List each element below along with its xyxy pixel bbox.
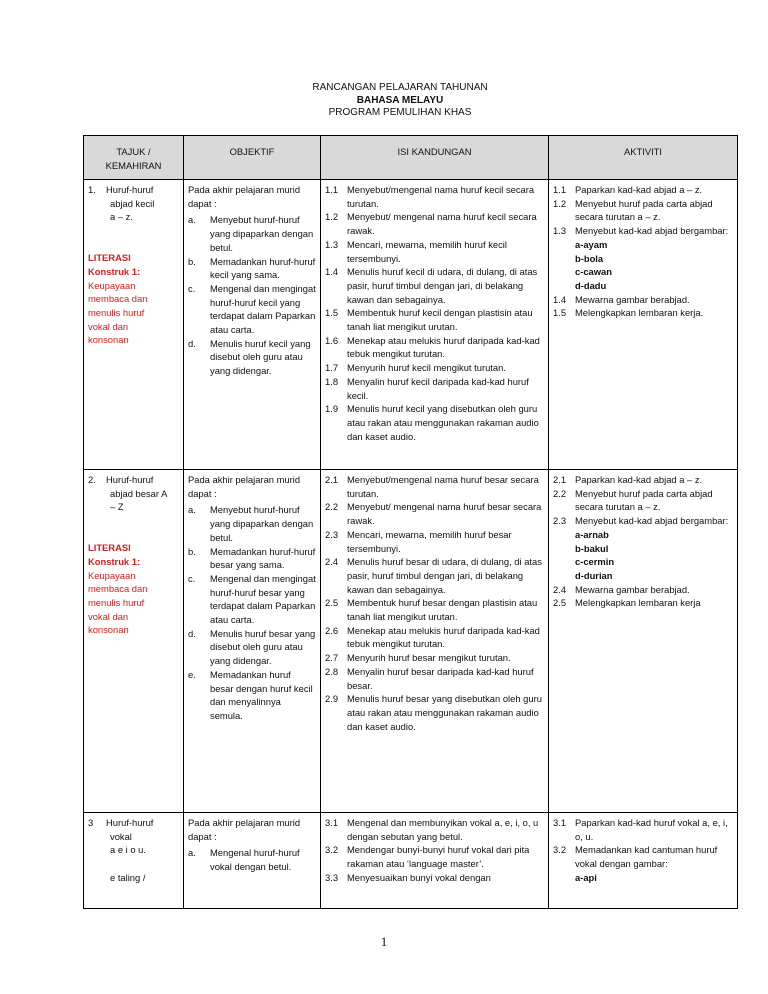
activity-number: 2.1 bbox=[553, 474, 567, 485]
objective-item bbox=[188, 503, 316, 544]
konstruk-label: Konstruk 1: bbox=[88, 555, 141, 567]
activity-list bbox=[553, 183, 733, 320]
objective-number: a. bbox=[188, 504, 196, 516]
content-text: Mencari, mewarna, memilih huruf kecil tersembunyi. bbox=[347, 238, 507, 264]
content-number: 2.9 bbox=[325, 693, 339, 705]
content-list bbox=[325, 473, 544, 733]
content-item bbox=[325, 306, 544, 333]
activity-item bbox=[553, 596, 733, 610]
content-item bbox=[325, 375, 544, 402]
activity-text: Menyebut huruf pada carta abjad secara turutan a – z. bbox=[575, 197, 713, 223]
activity-item bbox=[553, 293, 733, 307]
topic-number: 1. bbox=[88, 184, 96, 195]
content-number: 2.5 bbox=[325, 597, 339, 609]
col-header-tajuk: TAJUK / KEMAHIRAN bbox=[84, 136, 184, 180]
activity-text: Mewarna gambar berabjad. bbox=[575, 293, 690, 305]
activity-list bbox=[553, 473, 733, 610]
activity-text: Menyebut kad-kad abjad bergambar: bbox=[575, 225, 729, 237]
activity-number: 2.3 bbox=[553, 515, 567, 527]
activity-text: a-api bbox=[575, 871, 597, 883]
objective-item bbox=[188, 213, 316, 254]
content-item bbox=[325, 402, 544, 443]
objective-text: Mengenal dan mengingat huruf-huruf kecil yang terdapat dalam Paparkan atau carta. bbox=[210, 282, 316, 336]
topic-line: Huruf-huruf bbox=[106, 817, 154, 828]
objective-cell bbox=[184, 813, 321, 909]
activity-text: d-durian bbox=[575, 569, 613, 581]
content-cell bbox=[321, 813, 549, 909]
topic-cell bbox=[84, 813, 184, 909]
activity-text: Paparkan kad-kad abjad a – z. bbox=[575, 184, 703, 195]
content-item bbox=[325, 473, 544, 500]
content-cell bbox=[321, 470, 549, 813]
konstruk-desc-line: membaca dan bbox=[88, 583, 148, 595]
content-text: Menyebut/ mengenal nama huruf kecil secara rawak. bbox=[347, 211, 537, 237]
content-number: 1.5 bbox=[325, 307, 339, 319]
objective-list bbox=[188, 213, 316, 377]
objective-number: d. bbox=[188, 627, 196, 639]
literasi-label: LITERASI bbox=[88, 542, 131, 554]
activity-text: Menyebut kad-kad abjad bergambar: bbox=[575, 515, 729, 527]
content-number: 2.3 bbox=[325, 528, 339, 540]
content-cell bbox=[321, 180, 549, 470]
activity-item bbox=[553, 583, 733, 597]
konstruk-desc-line: konsonan bbox=[88, 624, 129, 636]
topic-line: vokal bbox=[110, 830, 132, 842]
activity-text: Paparkan kad-kad huruf vokal a, e, i, o, u. bbox=[575, 817, 728, 842]
objective-number: b. bbox=[188, 545, 196, 557]
content-item bbox=[325, 500, 544, 527]
activity-text: Melengkapkan lembaran kerja. bbox=[575, 307, 704, 319]
objective-number: a. bbox=[188, 847, 196, 859]
activity-item bbox=[553, 252, 733, 266]
objective-item bbox=[188, 545, 316, 572]
content-number: 1.1 bbox=[325, 184, 339, 195]
page-number: 1 bbox=[380, 934, 388, 949]
activity-number: 1.4 bbox=[553, 293, 567, 305]
activity-item bbox=[553, 843, 733, 870]
topic-line: abjad besar A bbox=[110, 487, 168, 499]
activity-item bbox=[553, 555, 733, 569]
activity-cell bbox=[549, 470, 738, 813]
objective-cell bbox=[184, 470, 321, 813]
table-row bbox=[84, 813, 738, 909]
activity-text: c-cermin bbox=[575, 556, 615, 568]
objective-text: Mengenal dan mengingat huruf-huruf besar yang terdapat dalam Paparkan atau carta. bbox=[210, 572, 316, 626]
content-text: Mendengar bunyi-bunyi huruf vokal dari pita rakaman atau ‘language master’. bbox=[347, 844, 530, 870]
activity-cell bbox=[549, 813, 738, 909]
content-text: Menulis huruf besar di udara, di dulang, di atas pasir, huruf timbul dengan jari, di belakang kawan dan sebagainya. bbox=[347, 556, 542, 595]
objective-item bbox=[188, 572, 316, 627]
objective-text: Menyebut huruf-huruf yang dipaparkan dengan betul. bbox=[210, 214, 314, 253]
activity-number: 2.5 bbox=[553, 597, 567, 609]
col-header-objektif: OBJEKTIF bbox=[184, 136, 321, 180]
topic-line: a e i o u. bbox=[110, 844, 146, 856]
objective-number: e. bbox=[188, 668, 196, 680]
content-number: 2.8 bbox=[325, 665, 339, 677]
activity-number: 3.1 bbox=[553, 817, 567, 828]
topic-line: – Z bbox=[110, 501, 124, 513]
content-item bbox=[325, 361, 544, 375]
content-text: Menyurih huruf besar mengikut turutan. bbox=[347, 652, 511, 664]
objective-number: b. bbox=[188, 255, 196, 267]
activity-text: Menyebut huruf pada carta abjad secara turutan a – z. bbox=[575, 487, 713, 513]
content-item bbox=[325, 665, 544, 692]
content-text: Menekap atau melukis huruf daripada kad-kad tebuk mengikut turutan. bbox=[347, 624, 540, 650]
content-text: Menulis huruf kecil yang disebutkan oleh guru atau rakan atau menggunakan rakaman audio dan kaset audio. bbox=[347, 403, 539, 442]
objective-text: Menulis huruf kecil yang disebut oleh guru atau yang didengar. bbox=[210, 337, 311, 377]
activity-text: a-arnab bbox=[575, 528, 609, 540]
content-number: 1.4 bbox=[325, 266, 339, 278]
content-item bbox=[325, 334, 544, 361]
activity-item bbox=[553, 197, 733, 224]
activity-number: 1.2 bbox=[553, 197, 567, 209]
content-text: Menekap atau melukis huruf daripada kad-kad tebuk mengikut turutan. bbox=[347, 334, 540, 360]
topic-block bbox=[88, 183, 179, 224]
title-line-2: BAHASA MELAYU bbox=[356, 94, 444, 106]
konstruk-desc-line: membaca dan bbox=[88, 293, 148, 305]
topic-block bbox=[88, 473, 179, 514]
content-number: 3.1 bbox=[325, 817, 339, 828]
content-item bbox=[325, 555, 544, 596]
activity-item bbox=[553, 514, 733, 528]
objective-text: Mengenal huruf-huruf vokal dengan betul. bbox=[210, 847, 300, 873]
activity-text: Mewarna gambar berabjad. bbox=[575, 583, 690, 595]
activity-text: Paparkan kad-kad abjad a – z. bbox=[575, 474, 703, 485]
topic-line: e taling / bbox=[110, 871, 146, 883]
topic-block bbox=[88, 816, 179, 885]
objective-text: Memadankan huruf-huruf kecil yang sama. bbox=[210, 255, 316, 281]
objective-item bbox=[188, 337, 316, 378]
konstruk-desc-line: konsonan bbox=[88, 334, 129, 346]
doc-title bbox=[230, 82, 570, 120]
activity-list bbox=[553, 816, 733, 885]
objective-intro: Pada akhir pelajaran murid dapat : bbox=[188, 817, 301, 842]
objective-item bbox=[188, 282, 316, 337]
activity-item bbox=[553, 871, 733, 885]
content-number: 2.4 bbox=[325, 556, 339, 568]
activity-text: a-ayam bbox=[575, 238, 608, 250]
literasi-label: LITERASI bbox=[88, 252, 131, 264]
topic-line: a – z. bbox=[110, 211, 133, 223]
topic-line bbox=[106, 857, 179, 871]
konstruk-desc-line: Keupayaan bbox=[88, 569, 136, 581]
objective-number: a. bbox=[188, 214, 196, 226]
content-item bbox=[325, 596, 544, 623]
content-item bbox=[325, 624, 544, 651]
content-text: Mencari, mewarna, memilih huruf besar tersembunyi. bbox=[347, 528, 512, 554]
activity-number: 1.1 bbox=[553, 184, 567, 195]
content-number: 1.8 bbox=[325, 375, 339, 387]
activity-number: 1.5 bbox=[553, 307, 567, 319]
content-number: 2.6 bbox=[325, 624, 339, 636]
activity-text: c-cawan bbox=[575, 266, 612, 278]
content-item bbox=[325, 843, 544, 870]
objective-item bbox=[188, 255, 316, 282]
content-text: Menyebut/mengenal nama huruf kecil secara turutan. bbox=[347, 184, 535, 209]
content-text: Membentuk huruf kecil dengan plastisin atau tanah liat mengikut urutan. bbox=[347, 307, 533, 333]
content-text: Mengenal dan membunyikan vokal a, e, i, o, u dengan sebutan yang betul. bbox=[347, 817, 539, 842]
content-item bbox=[325, 210, 544, 237]
activity-item bbox=[553, 473, 733, 487]
table-row bbox=[84, 180, 738, 470]
topic-line: abjad kecil bbox=[110, 197, 155, 209]
activity-item bbox=[553, 528, 733, 542]
content-number: 1.9 bbox=[325, 403, 339, 415]
konstruk-desc-line: menulis huruf bbox=[88, 306, 145, 318]
objective-number: c. bbox=[188, 572, 196, 584]
content-number: 2.2 bbox=[325, 501, 339, 513]
content-number: 1.7 bbox=[325, 362, 339, 374]
activity-item bbox=[553, 183, 733, 197]
content-text: Membentuk huruf besar dengan plastisin atau tanah liat mengikut urutan. bbox=[347, 597, 538, 623]
col-header-aktiviti: AKTIVITI bbox=[549, 136, 738, 180]
activity-number: 2.4 bbox=[553, 583, 567, 595]
activity-number: 1.3 bbox=[553, 225, 567, 237]
content-number: 1.6 bbox=[325, 334, 339, 346]
content-item bbox=[325, 816, 544, 843]
activity-item bbox=[553, 487, 733, 514]
objective-text: Menulis huruf besar yang disebut oleh guru atau yang didengar. bbox=[210, 627, 316, 667]
objective-list bbox=[188, 503, 316, 722]
objective-text: Memadankan huruf besar dengan huruf kecil dan menyalinnya semula. bbox=[210, 668, 313, 721]
content-item bbox=[325, 692, 544, 733]
topic-number: 3 bbox=[88, 817, 94, 828]
activity-item bbox=[553, 542, 733, 556]
objective-item bbox=[188, 846, 316, 873]
objective-text: Memadankan huruf-huruf besar yang sama. bbox=[210, 545, 316, 571]
content-item bbox=[325, 651, 544, 665]
content-text: Menyalin huruf besar daripada kad-kad huruf besar. bbox=[347, 665, 534, 691]
topic-number: 2. bbox=[88, 474, 96, 485]
content-item bbox=[325, 238, 544, 265]
topic-line: Huruf-huruf bbox=[106, 474, 154, 485]
konstruk-label: Konstruk 1: bbox=[88, 265, 141, 277]
activity-number: 2.2 bbox=[553, 487, 567, 499]
table-header-row bbox=[84, 136, 738, 180]
objective-list bbox=[188, 846, 316, 873]
topic-line: Huruf-huruf bbox=[106, 184, 154, 195]
activity-item bbox=[553, 306, 733, 320]
activity-item bbox=[553, 569, 733, 583]
content-list bbox=[325, 816, 544, 885]
lesson-plan-table bbox=[83, 135, 738, 909]
objective-intro: Pada akhir pelajaran murid dapat : bbox=[188, 184, 301, 209]
content-item bbox=[325, 871, 544, 885]
content-item bbox=[325, 265, 544, 306]
activity-item bbox=[553, 238, 733, 252]
content-text: Menyalin huruf kecil daripada kad-kad huruf kecil. bbox=[347, 375, 529, 401]
content-number: 2.1 bbox=[325, 474, 339, 485]
activity-text: Melengkapkan lembaran kerja bbox=[575, 597, 701, 609]
objective-number: d. bbox=[188, 337, 196, 349]
konstruk-desc-line: vokal dan bbox=[88, 610, 129, 622]
activity-item bbox=[553, 265, 733, 279]
activity-text: Memadankan kad cantuman huruf vokal dengan gambar: bbox=[575, 844, 718, 870]
content-number: 1.3 bbox=[325, 238, 339, 250]
content-number: 3.2 bbox=[325, 844, 339, 856]
activity-text: b-bola bbox=[575, 252, 604, 264]
title-line-1: RANCANGAN PELAJARAN TAHUNAN bbox=[312, 82, 488, 93]
content-item bbox=[325, 528, 544, 555]
konstruk-desc-line: Keupayaan bbox=[88, 279, 136, 291]
objective-item bbox=[188, 627, 316, 668]
topic-cell bbox=[84, 180, 184, 470]
activity-text: d-dadu bbox=[575, 279, 607, 291]
konstruk-desc-line: menulis huruf bbox=[88, 596, 145, 608]
content-text: Menyebut/mengenal nama huruf besar secara turutan. bbox=[347, 474, 539, 499]
content-number: 1.2 bbox=[325, 211, 339, 223]
content-text: Menulis huruf besar yang disebutkan oleh guru atau rakan atau menggunakan rakaman audio dan kaset audio. bbox=[347, 693, 542, 732]
activity-text: b-bakul bbox=[575, 542, 609, 554]
objective-cell bbox=[184, 180, 321, 470]
topic-cell bbox=[84, 470, 184, 813]
content-text: Menyebut/ mengenal nama huruf besar secara rawak. bbox=[347, 501, 542, 527]
content-text: Menulis huruf kecil di udara, di dulang, di atas pasir, huruf timbul dengan jari, di belakang kawan dan sebagainya. bbox=[347, 266, 538, 305]
title-line-3: PROGRAM PEMULIHAN KHAS bbox=[328, 107, 472, 118]
content-list bbox=[325, 183, 544, 443]
objective-item bbox=[188, 668, 316, 723]
content-item bbox=[325, 183, 544, 210]
objective-intro: Pada akhir pelajaran murid dapat : bbox=[188, 474, 301, 499]
content-text: Menyesuaikan bunyi vokal dengan bbox=[347, 871, 491, 883]
activity-item bbox=[553, 224, 733, 238]
col-header-isi: ISI KANDUNGAN bbox=[321, 136, 549, 180]
activity-item bbox=[553, 279, 733, 293]
objective-text: Menyebut huruf-huruf yang dipaparkan dengan betul. bbox=[210, 504, 314, 543]
activity-cell bbox=[549, 180, 738, 470]
objective-number: c. bbox=[188, 282, 196, 294]
activity-number: 3.2 bbox=[553, 844, 567, 856]
content-number: 2.7 bbox=[325, 652, 339, 664]
table-row bbox=[84, 470, 738, 813]
konstruk-desc-line: vokal dan bbox=[88, 320, 129, 332]
content-text: Menyurih huruf kecil mengikut turutan. bbox=[347, 362, 506, 374]
activity-item bbox=[553, 816, 733, 843]
content-number: 3.3 bbox=[325, 871, 339, 883]
